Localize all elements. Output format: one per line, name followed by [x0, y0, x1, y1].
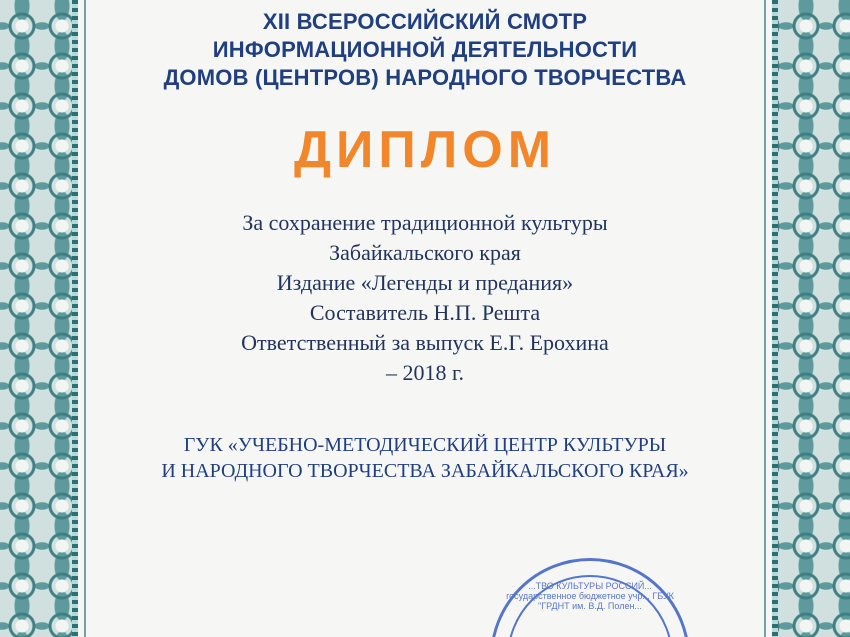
organization-line-1: ГУК «УЧЕБНО-МЕТОДИЧЕСКИЙ ЦЕНТР КУЛЬТУРЫ [183, 434, 667, 456]
stamp-text: ...ТВО КУЛЬТУРЫ РОССИЙ... государственное бюджетное учр... ГБУК "ГРДНТ им. В.Д. Полен... [506, 581, 674, 611]
award-line-6: – 2018 г. [385, 360, 465, 385]
frame-line-left [84, 0, 86, 637]
award-text [92, 208, 758, 388]
event-header [92, 8, 758, 92]
header-line-2: ИНФОРМАЦИОННОЙ ДЕЯТЕЛЬНОСТИ [212, 37, 638, 62]
diploma-title: ДИПЛОМ [293, 121, 557, 179]
award-line-4: Составитель Н.П. Решта [309, 300, 541, 325]
award-line-3: Издание «Легенды и предания» [276, 270, 574, 295]
ornamental-border-right [772, 0, 850, 637]
award-line-2: Забайкальского края [329, 240, 521, 265]
ornamental-border-left [0, 0, 78, 637]
recipient-organization [92, 432, 758, 484]
header-line-1: XII ВСЕРОССИЙСКИЙ СМОТР [262, 9, 588, 34]
header-line-3: ДОМОВ (ЦЕНТРОВ) НАРОДНОГО ТВОРЧЕСТВА [163, 65, 687, 90]
organization-line-2: И НАРОДНОГО ТВОРЧЕСТВА ЗАБАЙКАЛЬСКОГО КРАЯ» [161, 460, 689, 482]
award-line-1: За сохранение традиционной культуры [242, 210, 608, 235]
award-line-5: Ответственный за выпуск Е.Г. Ерохина [241, 330, 609, 355]
diploma-content [92, 0, 758, 637]
frame-line-right [764, 0, 766, 637]
